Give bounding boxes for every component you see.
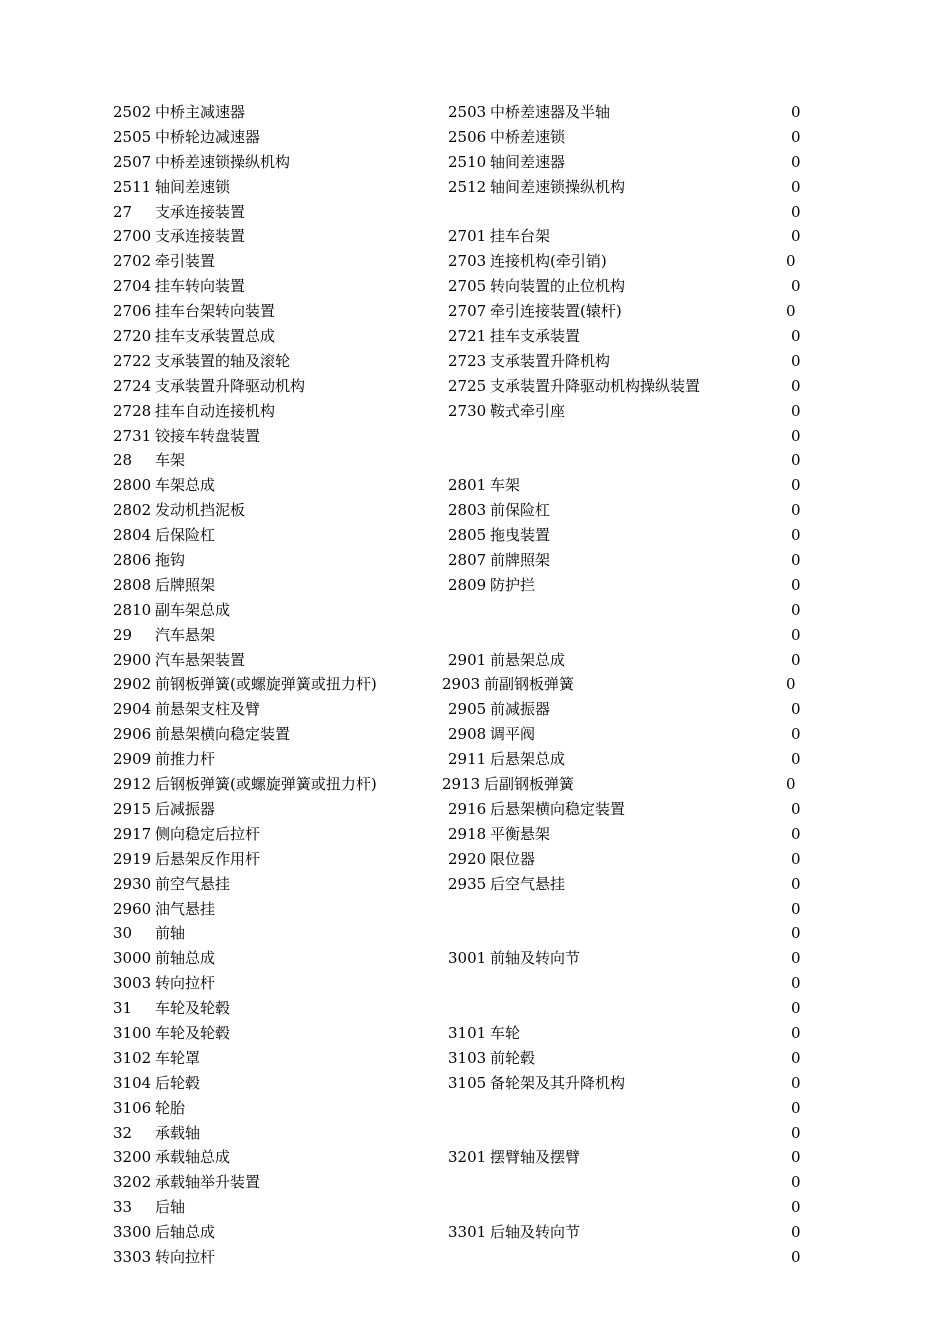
right-name: 转向装置的止位机构: [490, 277, 626, 296]
right-code: 2705: [448, 277, 487, 296]
value: 0: [786, 775, 796, 794]
left-code: 2900: [113, 650, 152, 669]
left-code: 2704: [113, 277, 152, 296]
list-item: [0, 922, 950, 947]
right-code: 3103: [448, 1048, 487, 1067]
left-name: 发动机挡泥板: [155, 501, 246, 520]
list-item: [0, 848, 950, 873]
list-item: [0, 1146, 950, 1171]
value: 0: [791, 1148, 801, 1167]
left-name: 转向拉杆: [155, 974, 216, 993]
left-code: 2912: [113, 775, 152, 794]
list-item: [0, 649, 950, 674]
right-code: 2918: [448, 824, 487, 843]
list-item: [0, 474, 950, 499]
right-code: 2908: [448, 725, 487, 744]
list-item: [0, 101, 950, 126]
right-name: 后副钢板弹簧: [484, 775, 575, 794]
left-code: 2804: [113, 526, 152, 545]
value: 0: [791, 625, 801, 644]
right-name: 前减振器: [490, 700, 551, 719]
left-name: 后悬架反作用杆: [155, 849, 261, 868]
list-item: [0, 748, 950, 773]
value: 0: [791, 127, 801, 146]
right-code: 3001: [448, 949, 487, 968]
left-name: 拖钩: [155, 551, 186, 570]
right-name: 支承装置升降机构: [490, 351, 611, 370]
left-name: 后钢板弹簧(或螺旋弹簧或扭力杆): [155, 775, 377, 794]
right-name: 中桥差速器及半轴: [490, 103, 611, 121]
left-name: 前悬架支柱及臂: [155, 700, 261, 719]
list-item: [0, 823, 950, 848]
list-item: [0, 1122, 950, 1147]
left-name: 车轮罩: [155, 1048, 201, 1067]
right-code: 3301: [448, 1223, 487, 1242]
right-name: 调平阀: [490, 725, 536, 744]
right-code: 2721: [448, 327, 487, 346]
left-code: 3000: [113, 949, 152, 968]
right-name: 防护拦: [490, 575, 536, 594]
left-code: 3003: [113, 974, 152, 993]
list-item: [0, 549, 950, 574]
left-name: 后保险杠: [155, 526, 216, 545]
right-name: 前悬架总成: [490, 650, 566, 669]
left-code: 2806: [113, 551, 152, 570]
left-name: 支承连接装置: [155, 202, 246, 221]
right-code: 2913: [442, 775, 481, 794]
list-item: [0, 151, 950, 176]
list-item: [0, 898, 950, 923]
right-name: 前保险杠: [490, 501, 551, 520]
list-item: [0, 499, 950, 524]
left-code: 3100: [113, 1023, 152, 1042]
value: 0: [791, 949, 801, 968]
list-item: [0, 225, 950, 250]
list-item: [0, 873, 950, 898]
list-item: [0, 524, 950, 549]
left-name: 车架: [155, 451, 186, 470]
value: 0: [786, 302, 796, 321]
list-item: [0, 947, 950, 972]
list-item: [0, 723, 950, 748]
right-code: 2506: [448, 127, 487, 146]
value: 0: [791, 575, 801, 594]
left-name: 轮胎: [155, 1098, 186, 1117]
value: 0: [791, 177, 801, 196]
right-code: 2707: [448, 302, 487, 321]
list-item: [0, 599, 950, 624]
right-name: 摆臂轴及摆臂: [490, 1148, 581, 1167]
left-name: 后减振器: [155, 799, 216, 818]
left-name: 挂车自动连接机构: [155, 401, 276, 420]
value: 0: [791, 1023, 801, 1042]
left-code: 3303: [113, 1247, 152, 1266]
left-name: 挂车转向装置: [155, 277, 246, 296]
value: 0: [791, 974, 801, 993]
right-name: 轴间差速器: [490, 152, 566, 171]
value: 0: [791, 999, 801, 1018]
left-name: 支承装置的轴及滚轮: [155, 351, 291, 370]
value: 0: [791, 376, 801, 395]
value: 0: [791, 824, 801, 843]
value: 0: [791, 849, 801, 868]
list-item: [0, 1196, 950, 1221]
list-item: [0, 325, 950, 350]
right-code: 2512: [448, 177, 487, 196]
value: 0: [791, 476, 801, 495]
value: 0: [791, 351, 801, 370]
right-code: 2901: [448, 650, 487, 669]
right-name: 鞍式牵引座: [490, 401, 566, 420]
right-code: 2935: [448, 874, 487, 893]
right-name: 车轮: [490, 1023, 521, 1042]
left-code: 30: [113, 924, 133, 943]
right-code: 2905: [448, 700, 487, 719]
left-code: 2731: [113, 426, 152, 445]
value: 0: [791, 526, 801, 545]
right-name: 牵引连接装置(辕杆): [490, 302, 622, 321]
left-code: 2915: [113, 799, 152, 818]
value: 0: [791, 874, 801, 893]
value: 0: [791, 1223, 801, 1242]
left-code: 2909: [113, 750, 152, 769]
right-code: 3201: [448, 1148, 487, 1167]
value: 0: [791, 650, 801, 669]
left-code: 2800: [113, 476, 152, 495]
right-code: 2920: [448, 849, 487, 868]
left-name: 前推力杆: [155, 750, 216, 769]
left-name: 承载轴总成: [155, 1148, 231, 1167]
value: 0: [791, 103, 801, 121]
value: 0: [791, 202, 801, 221]
left-name: 中桥主减速器: [155, 103, 246, 121]
value: 0: [791, 152, 801, 171]
left-name: 前钢板弹簧(或螺旋弹簧或扭力杆): [155, 675, 377, 694]
list-item: [0, 1246, 950, 1271]
right-code: 2807: [448, 551, 487, 570]
list-item: [0, 624, 950, 649]
value: 0: [791, 899, 801, 918]
right-code: 2801: [448, 476, 487, 495]
left-name: 油气悬挂: [155, 899, 216, 918]
right-name: 后悬架总成: [490, 750, 566, 769]
left-name: 后牌照架: [155, 575, 216, 594]
value: 0: [791, 1098, 801, 1117]
right-code: 2730: [448, 401, 487, 420]
right-name: 支承装置升降驱动机构操纵装置: [490, 376, 701, 395]
list-item: [0, 300, 950, 325]
left-name: 前悬架横向稳定装置: [155, 725, 291, 744]
left-code: 2810: [113, 600, 152, 619]
value: 0: [791, 700, 801, 719]
left-name: 车轮及轮毂: [155, 999, 231, 1018]
left-name: 承载轴: [155, 1123, 201, 1142]
list-item: [0, 1097, 950, 1122]
right-code: 2510: [448, 152, 487, 171]
right-name: 挂车台架: [490, 227, 551, 246]
list-item: [0, 574, 950, 599]
left-code: 2702: [113, 252, 152, 271]
right-code: 2803: [448, 501, 487, 520]
value: 0: [791, 1173, 801, 1192]
list-item: [0, 698, 950, 723]
value: 0: [791, 750, 801, 769]
left-code: 2904: [113, 700, 152, 719]
left-code: 3106: [113, 1098, 152, 1117]
left-code: 2906: [113, 725, 152, 744]
value: 0: [791, 227, 801, 246]
list-item: [0, 375, 950, 400]
list-item: [0, 350, 950, 375]
list-item: [0, 673, 950, 698]
right-name: 车架: [490, 476, 521, 495]
left-name: 承载轴举升装置: [155, 1173, 261, 1192]
value: 0: [786, 252, 796, 271]
left-name: 牵引装置: [155, 252, 216, 271]
list-item: [0, 400, 950, 425]
left-code: 2706: [113, 302, 152, 321]
left-name: 挂车台架转向装置: [155, 302, 276, 321]
left-code: 2720: [113, 327, 152, 346]
left-code: 2930: [113, 874, 152, 893]
left-name: 挂车支承装置总成: [155, 327, 276, 346]
value: 0: [791, 600, 801, 619]
value: 0: [791, 451, 801, 470]
left-code: 31: [113, 999, 133, 1018]
left-code: 29: [113, 625, 133, 644]
left-name: 中桥差速锁操纵机构: [155, 152, 291, 171]
right-code: 2503: [448, 103, 487, 121]
list-item: [0, 449, 950, 474]
value: 0: [791, 1123, 801, 1142]
left-name: 前轴: [155, 924, 186, 943]
right-name: 后空气悬挂: [490, 874, 566, 893]
left-code: 2511: [113, 177, 152, 196]
left-code: 2502: [113, 103, 152, 121]
value: 0: [791, 1073, 801, 1092]
right-name: 中桥差速锁: [490, 127, 566, 146]
list-item: [0, 275, 950, 300]
left-name: 轴间差速锁: [155, 177, 231, 196]
left-code: 3200: [113, 1148, 152, 1167]
list-item: [0, 425, 950, 450]
right-code: 2805: [448, 526, 487, 545]
right-code: 2725: [448, 376, 487, 395]
list-item: [0, 1171, 950, 1196]
left-name: 后轴总成: [155, 1223, 216, 1242]
right-code: 2911: [448, 750, 487, 769]
list-item: [0, 1022, 950, 1047]
left-code: 3300: [113, 1223, 152, 1242]
left-name: 汽车悬架装置: [155, 650, 246, 669]
left-name: 中桥轮边减速器: [155, 127, 261, 146]
right-name: 前牌照架: [490, 551, 551, 570]
left-name: 汽车悬架: [155, 625, 216, 644]
left-code: 27: [113, 202, 133, 221]
right-name: 限位器: [490, 849, 536, 868]
list-item: [0, 250, 950, 275]
value: 0: [791, 277, 801, 296]
value: 0: [791, 1247, 801, 1266]
right-code: 2723: [448, 351, 487, 370]
left-name: 车架总成: [155, 476, 216, 495]
left-code: 2960: [113, 899, 152, 918]
list-item: [0, 773, 950, 798]
value: 0: [791, 401, 801, 420]
left-name: 后轮毂: [155, 1073, 201, 1092]
left-code: 2505: [113, 127, 152, 146]
value: 0: [791, 551, 801, 570]
right-name: 轴间差速锁操纵机构: [490, 177, 626, 196]
list-item: [0, 126, 950, 151]
right-code: 2701: [448, 227, 487, 246]
left-code: 33: [113, 1198, 133, 1217]
left-code: 3202: [113, 1173, 152, 1192]
parts-code-list: [0, 101, 950, 1271]
right-code: 2703: [448, 252, 487, 271]
value: 0: [791, 501, 801, 520]
left-name: 前空气悬挂: [155, 874, 231, 893]
list-item: [0, 1047, 950, 1072]
list-item: [0, 201, 950, 226]
left-code: 32: [113, 1123, 133, 1142]
left-name: 侧向稳定后拉杆: [155, 824, 261, 843]
left-name: 转向拉杆: [155, 1247, 216, 1266]
value: 0: [791, 799, 801, 818]
left-code: 28: [113, 451, 133, 470]
left-name: 铰接车转盘装置: [155, 426, 261, 445]
right-name: 拖曳装置: [490, 526, 551, 545]
left-name: 车轮及轮毂: [155, 1023, 231, 1042]
left-name: 后轴: [155, 1198, 186, 1217]
right-code: 3105: [448, 1073, 487, 1092]
value: 0: [786, 675, 796, 694]
right-name: 挂车支承装置: [490, 327, 581, 346]
right-name: 连接机构(牵引销): [490, 252, 607, 271]
left-name: 副车架总成: [155, 600, 231, 619]
right-name: 前轮毂: [490, 1048, 536, 1067]
left-code: 3104: [113, 1073, 152, 1092]
right-code: 2903: [442, 675, 481, 694]
right-code: 3101: [448, 1023, 487, 1042]
value: 0: [791, 924, 801, 943]
left-name: 支承连接装置: [155, 227, 246, 246]
list-item: [0, 798, 950, 823]
value: 0: [791, 327, 801, 346]
value: 0: [791, 725, 801, 744]
list-item: [0, 176, 950, 201]
right-name: 后悬架横向稳定装置: [490, 799, 626, 818]
value: 0: [791, 426, 801, 445]
left-code: 2700: [113, 227, 152, 246]
left-code: 2917: [113, 824, 152, 843]
left-code: 2722: [113, 351, 152, 370]
right-name: 后轴及转向节: [490, 1223, 581, 1242]
left-code: 2802: [113, 501, 152, 520]
list-item: [0, 972, 950, 997]
list-item: [0, 997, 950, 1022]
left-code: 3102: [113, 1048, 152, 1067]
left-code: 2507: [113, 152, 152, 171]
right-name: 备轮架及其升降机构: [490, 1073, 626, 1092]
right-name: 前副钢板弹簧: [484, 675, 575, 694]
right-name: 前轴及转向节: [490, 949, 581, 968]
left-code: 2808: [113, 575, 152, 594]
list-item: [0, 1221, 950, 1246]
left-code: 2919: [113, 849, 152, 868]
list-item: [0, 1072, 950, 1097]
left-code: 2728: [113, 401, 152, 420]
left-name: 前轴总成: [155, 949, 216, 968]
right-code: 2916: [448, 799, 487, 818]
value: 0: [791, 1048, 801, 1067]
left-code: 2902: [113, 675, 152, 694]
right-code: 2809: [448, 575, 487, 594]
left-name: 支承装置升降驱动机构: [155, 376, 306, 395]
right-name: 平衡悬架: [490, 824, 551, 843]
left-code: 2724: [113, 376, 152, 395]
value: 0: [791, 1198, 801, 1217]
